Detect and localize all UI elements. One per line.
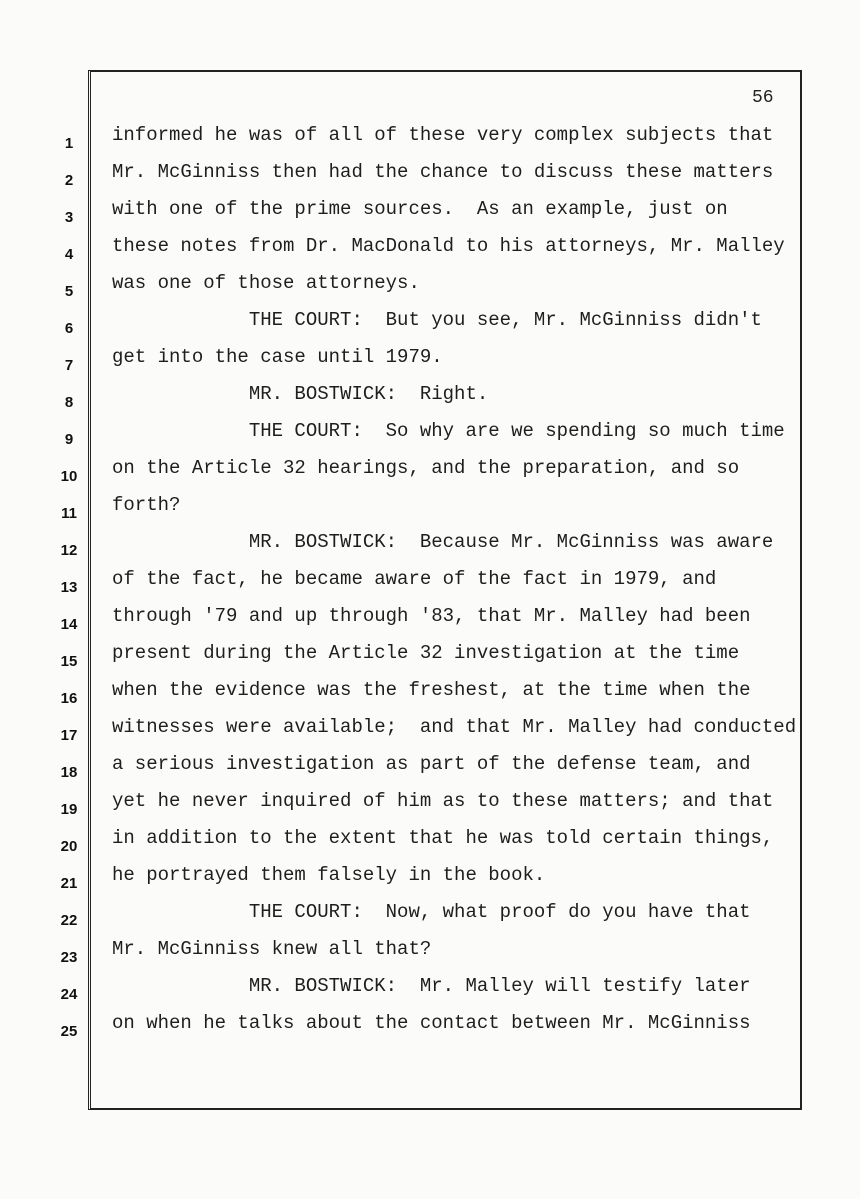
transcript-line: of the fact, he became aware of the fact in 1979, and <box>112 568 717 590</box>
transcript-line: a serious investigation as part of the defense team, and <box>112 753 751 775</box>
transcript-line: MR. BOSTWICK: Mr. Malley will testify later <box>112 975 751 997</box>
line-number: 24 <box>60 986 78 1003</box>
transcript-line: these notes from Dr. MacDonald to his attorneys, Mr. Malley <box>112 235 785 257</box>
line-number: 16 <box>60 690 78 707</box>
line-number: 14 <box>60 616 78 633</box>
line-number: 7 <box>64 357 74 374</box>
line-number: 8 <box>64 394 74 411</box>
transcript-line: witnesses were available; and that Mr. Malley had conducted <box>112 716 797 738</box>
line-number: 15 <box>60 653 78 670</box>
transcript-line: when the evidence was the freshest, at the time when the <box>112 679 751 701</box>
transcript-line: Mr. McGinniss then had the chance to discuss these matters <box>112 161 774 183</box>
transcript-line: present during the Article 32 investigation at the time <box>112 642 740 664</box>
line-number: 18 <box>60 764 78 781</box>
line-number: 3 <box>64 209 74 226</box>
transcript-line: THE COURT: So why are we spending so much time <box>112 420 785 442</box>
line-number: 11 <box>61 505 77 522</box>
transcript-line: on the Article 32 hearings, and the preparation, and so <box>112 457 740 479</box>
transcript-line: get into the case until 1979. <box>112 346 443 368</box>
transcript-line: yet he never inquired of him as to these matters; and that <box>112 790 774 812</box>
transcript-line: informed he was of all of these very complex subjects that <box>112 124 774 146</box>
line-number: 23 <box>60 949 78 966</box>
transcript-line: forth? <box>112 494 181 516</box>
transcript-line: MR. BOSTWICK: Right. <box>112 383 489 405</box>
line-number: 22 <box>60 912 78 929</box>
line-number: 1 <box>64 135 74 152</box>
line-number: 6 <box>64 320 74 337</box>
line-number: 12 <box>60 542 78 559</box>
line-number: 4 <box>64 246 74 263</box>
line-number: 17 <box>60 727 78 744</box>
transcript-line: on when he talks about the contact between Mr. McGinniss <box>112 1012 751 1034</box>
transcript-line: THE COURT: But you see, Mr. McGinniss didn't <box>112 309 762 331</box>
transcript-line: THE COURT: Now, what proof do you have that <box>112 901 751 923</box>
line-number: 2 <box>64 172 74 189</box>
line-number: 19 <box>60 801 78 818</box>
transcript-line: through '79 and up through '83, that Mr. Malley had been <box>112 605 751 627</box>
page-number: 56 <box>752 88 774 108</box>
transcript-line: was one of those attorneys. <box>112 272 420 294</box>
transcript-line: Mr. McGinniss knew all that? <box>112 938 432 960</box>
transcript-line: he portrayed them falsely in the book. <box>112 864 546 886</box>
line-number: 5 <box>64 283 74 300</box>
line-number: 13 <box>60 579 78 596</box>
transcript-line: with one of the prime sources. As an example, just on <box>112 198 728 220</box>
line-number: 9 <box>64 431 74 448</box>
line-number: 21 <box>60 875 78 892</box>
line-number: 20 <box>60 838 78 855</box>
transcript-line: MR. BOSTWICK: Because Mr. McGinniss was aware <box>112 531 774 553</box>
transcript-line: in addition to the extent that he was told certain things, <box>112 827 774 849</box>
line-number: 10 <box>60 468 78 485</box>
line-number: 25 <box>60 1023 78 1040</box>
